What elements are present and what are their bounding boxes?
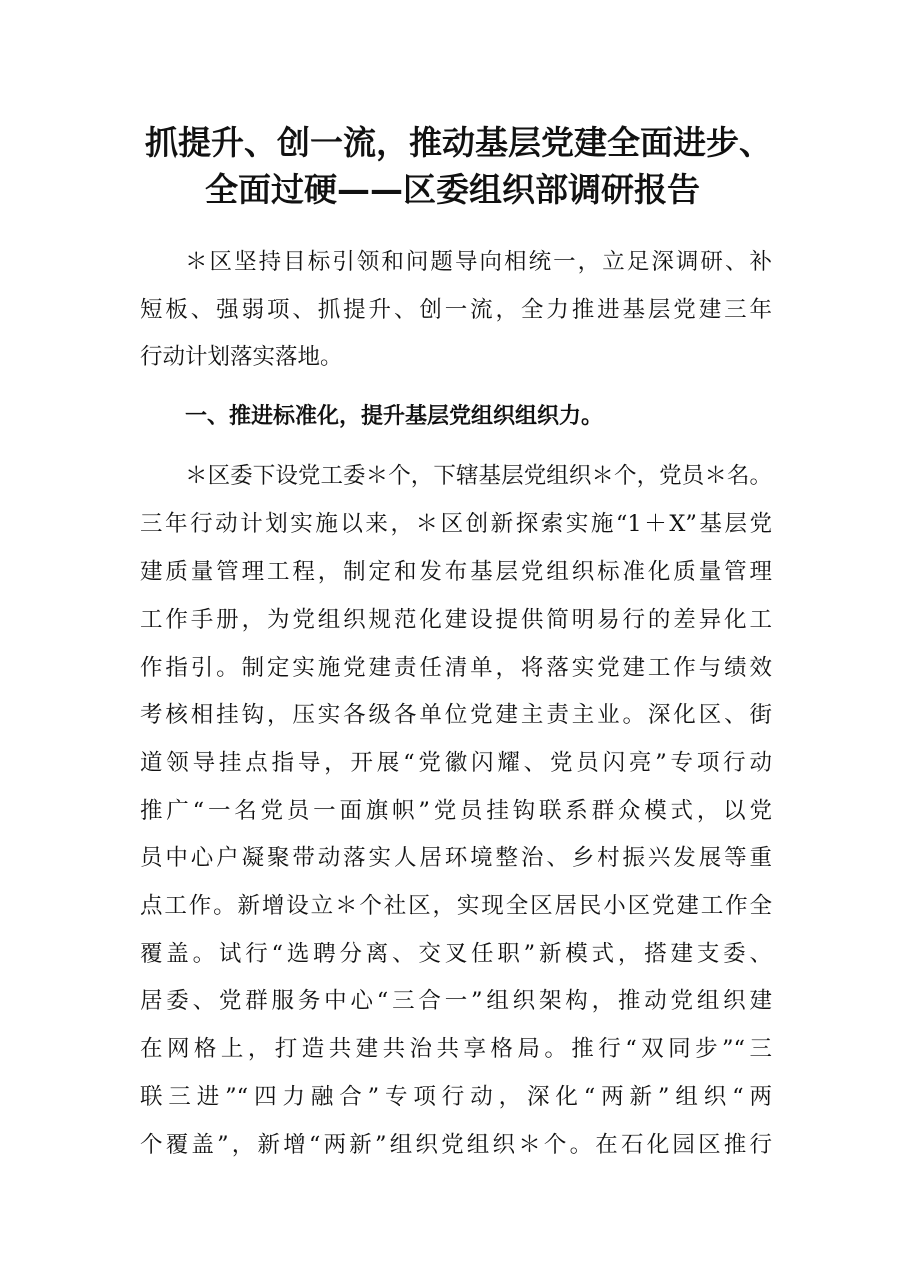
body-line: 联三进”“四力融合”专项行动，深化“两新”组织“两 [140, 1084, 772, 1110]
body-line: 作指引。制定实施党建责任清单，将落实党建工作与绩效 [140, 655, 772, 681]
body-line: 点工作。新增设立＊个社区，实现全区居民小区党建工作全 [140, 893, 772, 919]
body-line: 居委、党群服务中心“三合一”组织架构，推动党组织建 [140, 988, 772, 1014]
body-line: 建质量管理工程，制定和发布基层党组织标准化质量管理 [140, 559, 772, 585]
body-line: 考核相挂钩，压实各级各单位党建主责主业。深化区、街 [140, 702, 772, 728]
body-line: 在网格上，打造共建共治共享格局。推行“双同步”“三 [140, 1036, 772, 1062]
body-line: ＊区委下设党工委＊个，下辖基层党组织＊个，党员＊名。 [185, 463, 772, 489]
body-line: 道领导挂点指导，开展“党徽闪耀、党员闪亮”专项行动 [140, 750, 772, 776]
body-line: 工作手册，为党组织规范化建设提供简明易行的差异化工 [140, 607, 772, 633]
intro-line: 行动计划落实落地。 [140, 344, 343, 370]
body-line: 员中心户凝聚带动落实人居环境整治、乡村振兴发展等重 [140, 845, 772, 871]
body-line: 覆盖。试行“选聘分离、交叉任职”新模式，搭建支委、 [140, 941, 772, 967]
intro-line: ＊区坚持目标引领和问题导向相统一，立足深调研、补 [185, 249, 772, 275]
section-heading: 一、推进标准化，提升基层党组织组织力。 [185, 404, 604, 429]
document-title-line-1: 抓提升、创一流，推动基层党建全面进步、 [145, 123, 772, 162]
body-line: 个覆盖”，新增“两新”组织党组织＊个。在石化园区推行 [140, 1132, 772, 1158]
intro-line: 短板、强弱项、抓提升、创一流，全力推进基层党建三年 [140, 297, 772, 323]
body-line: 推广“一名党员一面旗帜”党员挂钩联系群众模式，以党 [140, 798, 772, 824]
document-title-line-2: 全面过硬——区委组织部调研报告 [205, 170, 700, 209]
body-line: 三年行动计划实施以来，＊区创新探索实施“1＋X”基层党 [140, 511, 772, 537]
